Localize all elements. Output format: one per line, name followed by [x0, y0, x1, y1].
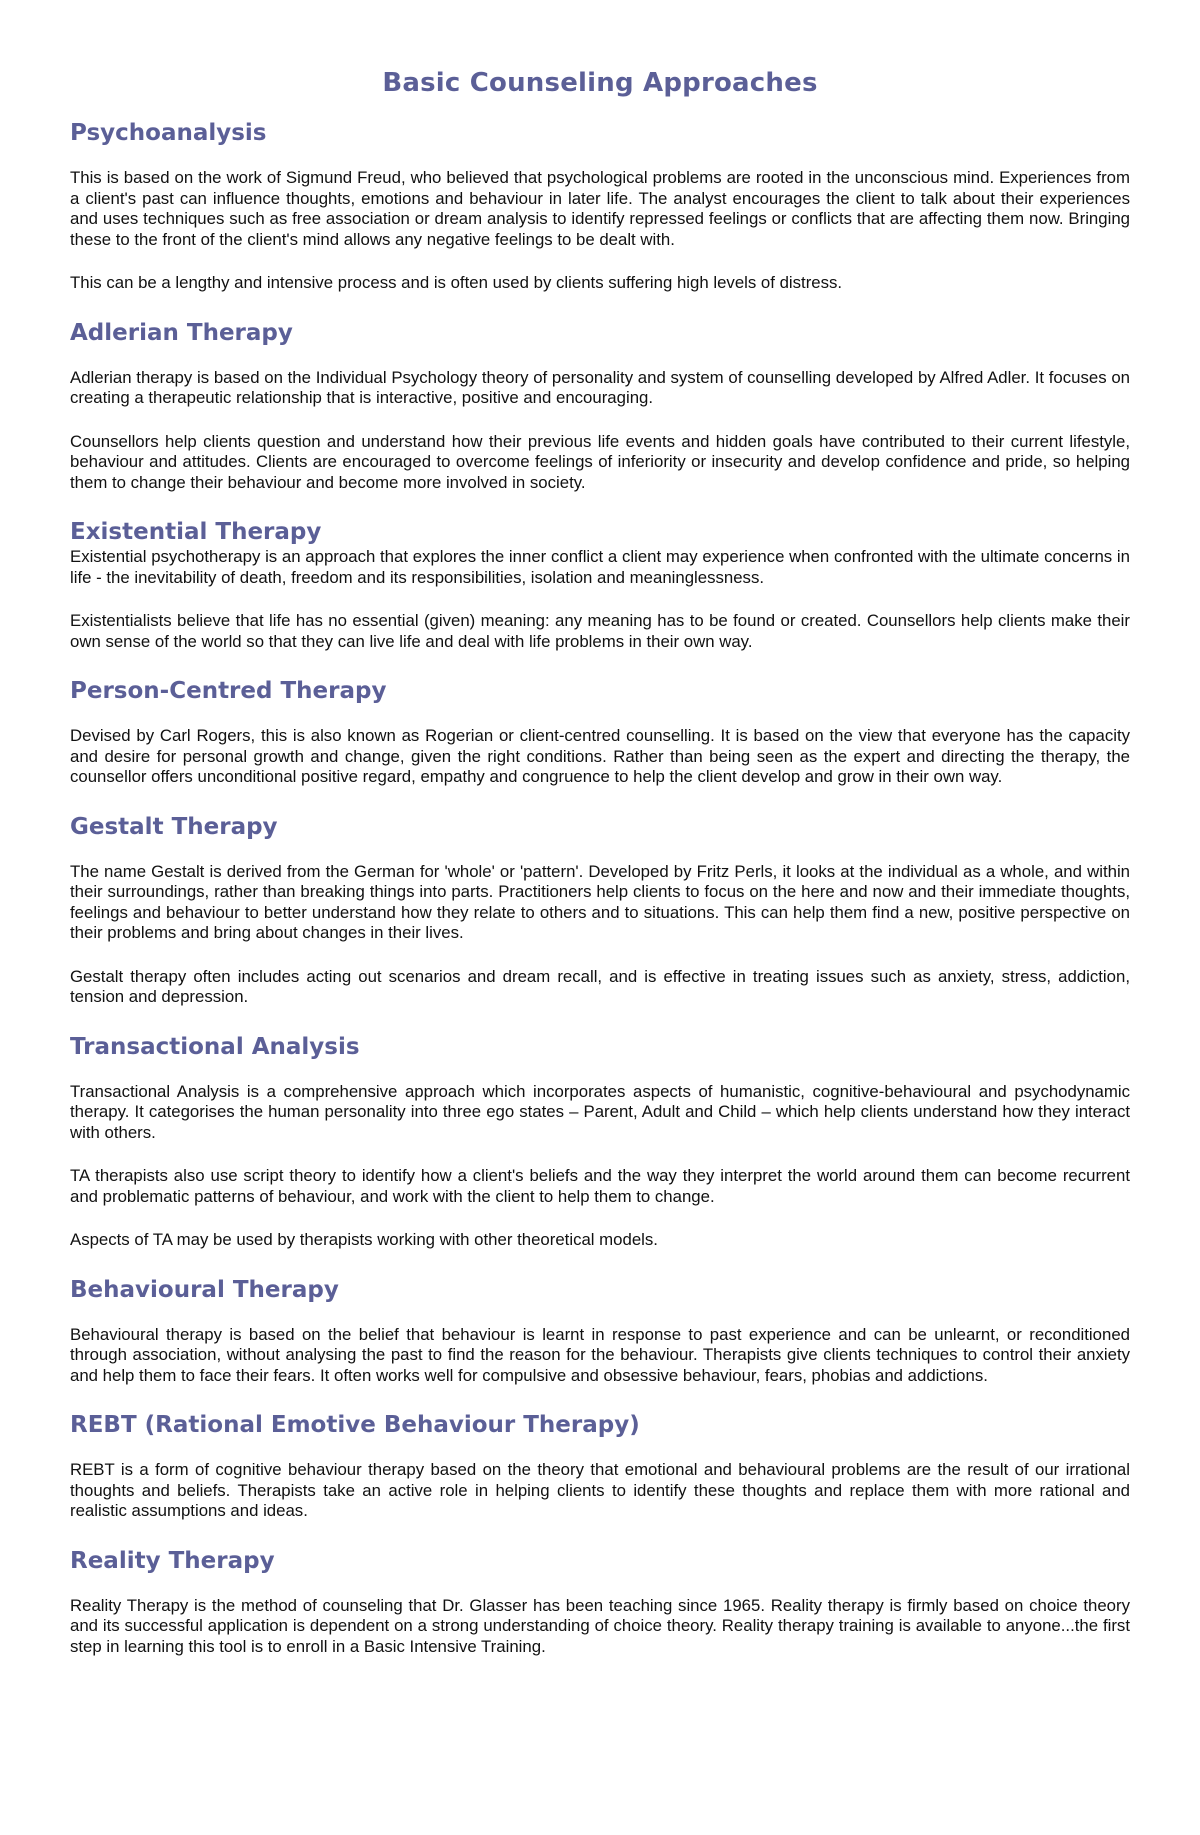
section-existential-therapy [70, 517, 1130, 652]
section-paragraph: Adlerian therapy is based on the Individual Psychology theory of personality and system of counselling developed by Alfred Adler. It focuses on creating a therapeutic relationship that is interactive, positive and encouraging. [70, 367, 1130, 407]
section-reality-therapy [70, 1546, 1130, 1658]
section-heading: Gestalt Therapy [70, 813, 278, 840]
section-behavioural-therapy [70, 1275, 1130, 1387]
section-heading: Behavioural Therapy [70, 1276, 339, 1303]
section-paragraph: Behavioural therapy is based on the belief that behaviour is learnt in response to past experience and can be unlearnt, or reconditioned through association, without analysing the past to find the reason for the behaviour. Therapists give clients techniques to control their anxiety and help them to face their fears. It often works well for compulsive and obsessive behaviour, fears, phobias and addictions. [70, 1324, 1130, 1385]
section-heading: Person-Centred Therapy [70, 678, 387, 704]
section-rebt [70, 1410, 1130, 1522]
section-paragraph: Transactional Analysis is a comprehensive approach which incorporates aspects of humanistic, cognitive-behavioural and psychodynamic therapy. It categorises the human personality into three ego states – Parent, Adult and Child – which help clients understand how they interact with others. [70, 1081, 1130, 1142]
section-paragraph: Reality Therapy is the method of counseling that Dr. Glasser has been teaching since 1965. Reality therapy is firmly based on choice theory and its successful application is dependent on a strong understanding of choice theory. Reality therapy training is available to anyone...the first step in learning this tool is to enroll in a Basic Intensive Training. [70, 1595, 1130, 1656]
document-title: Basic Counseling Approaches [382, 68, 818, 98]
section-paragraph: TA therapists also use script theory to identify how a client's beliefs and the way they interpret the world around them can become recurrent and problematic patterns of behaviour, and work with the client to help them to change. [70, 1166, 1130, 1206]
section-heading: Transactional Analysis [70, 1033, 360, 1060]
section-gestalt-therapy [70, 812, 1130, 1008]
section-paragraph: Devised by Carl Rogers, this is also known as Rogerian or client-centred counselling. It is based on the view that everyone has the capacity and desire for personal growth and change, given the right conditions. Rather than being seen as the expert and directing the therapy, the counsellor offers unconditional positive regard, empathy and congruence to help the client develop and grow in their own way. [70, 726, 1130, 786]
section-heading: Adlerian Therapy [70, 319, 293, 346]
section-paragraph: Counsellors help clients question and understand how their previous life events and hidden goals have contributed to their current lifestyle, behaviour and attitudes. Clients are encouraged to overcome feelings of inferiority or insecurity and develop confidence and pride, so helping them to change their behaviour and become more involved in society. [70, 431, 1130, 492]
section-adlerian-therapy [70, 318, 1130, 494]
section-heading: Reality Therapy [70, 1547, 275, 1574]
section-paragraph: Aspects of TA may be used by therapists working with other theoretical models. [70, 1230, 658, 1249]
section-psychoanalysis [70, 118, 1130, 294]
section-paragraph: REBT is a form of cognitive behaviour therapy based on the theory that emotional and behavioural problems are the result of our irrational thoughts and beliefs. Therapists take an active role in helping clients to identify these thoughts and replace them with more rational and realistic assumptions and ideas. [70, 1460, 1130, 1520]
section-paragraph: Existential psychotherapy is an approach that explores the inner conflict a client may experience when confronted with the ultimate concerns in life - the inevitability of death, freedom and its responsibilities, isolation and meaninglessness. [70, 547, 1130, 587]
section-paragraph: The name Gestalt is derived from the German for 'whole' or 'pattern'. Developed by Fritz Perls, it looks at the individual as a whole, and within their surroundings, rather than breaking things into parts. Practitioners help clients to focus on the here and now and their immediate thoughts, feelings and behaviour to better understand how they relate to others and to situations. This can help them find a new, positive perspective on their problems and bring about changes in their lives. [70, 861, 1130, 942]
section-person-centred-therapy [70, 676, 1130, 788]
section-transactional-analysis [70, 1032, 1130, 1251]
section-heading: REBT (Rational Emotive Behaviour Therapy) [70, 1412, 640, 1438]
section-heading: Existential Therapy [70, 519, 322, 545]
section-heading: Psychoanalysis [70, 120, 267, 146]
section-paragraph: Gestalt therapy often includes acting out scenarios and dream recall, and is effective in treating issues such as anxiety, stress, addiction, tension and depression. [70, 966, 1130, 1006]
section-paragraph: This is based on the work of Sigmund Freud, who believed that psychological problems are rooted in the unconscious mind. Experiences from a client's past can influence thoughts, emotions and behaviour in later life. The analyst encourages the client to talk about their experiences and uses techniques such as free association or dream analysis to identify repressed feelings or conflicts that are affecting them now. Bringing these to the front of the client's mind allows any negative feelings to be dealt with. [70, 168, 1130, 249]
section-paragraph: Existentialists believe that life has no essential (given) meaning: any meaning has to be found or created. Counsellors help clients make their own sense of the world so that they can live life and deal with life problems in their own way. [70, 611, 1130, 651]
section-paragraph: This can be a lengthy and intensive process and is often used by clients suffering high levels of distress. [70, 273, 843, 292]
